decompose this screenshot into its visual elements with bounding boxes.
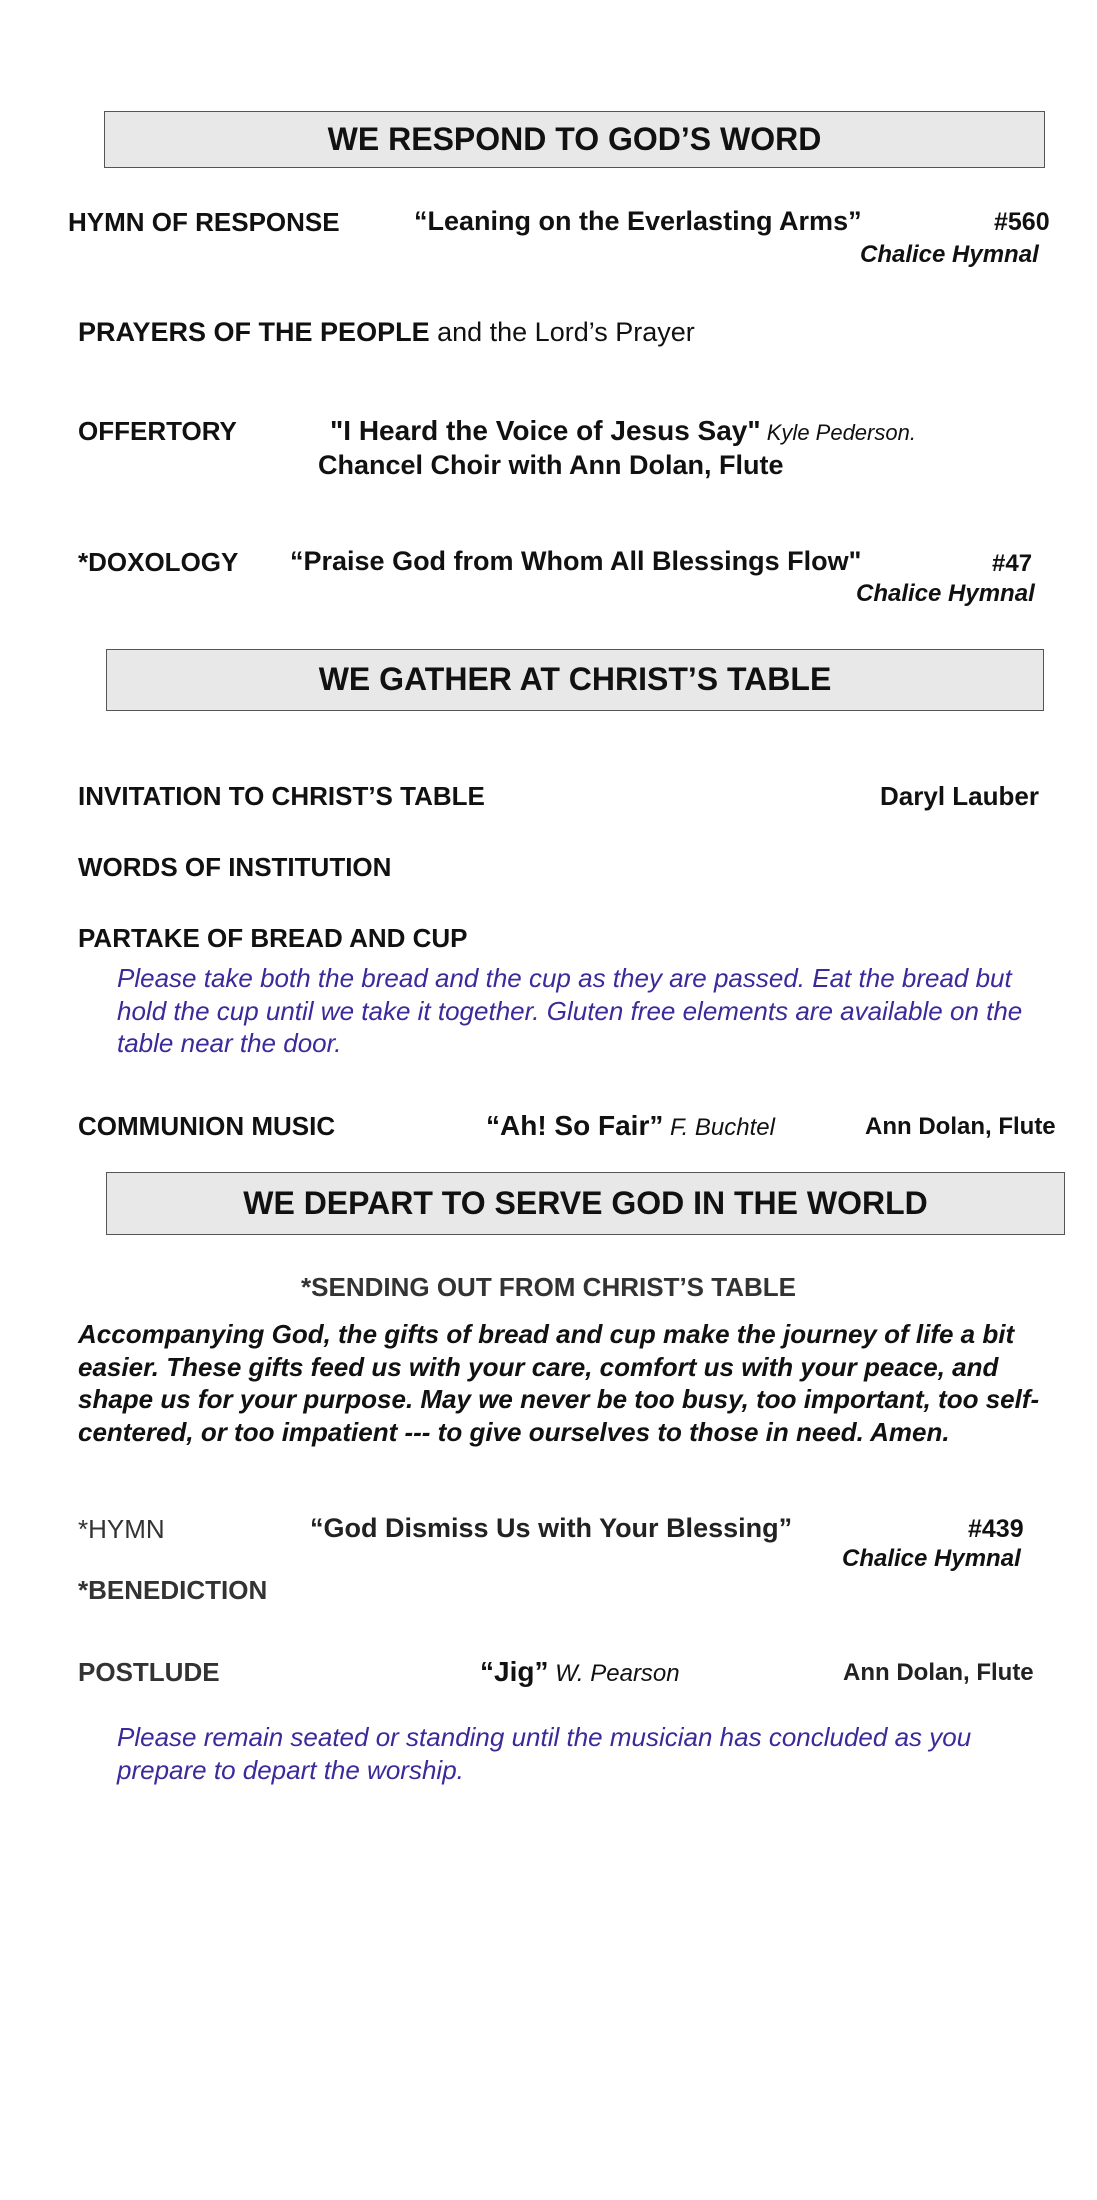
offertory-title: "I Heard the Voice of Jesus Say" (330, 415, 761, 446)
closing-note: Please remain seated or standing until the musician has concluded as you prepare to depart the worship. (117, 1722, 972, 1785)
section-banner-gather (106, 649, 1044, 711)
partake-instructions: Please take both the bread and the cup as they are passed. Eat the bread but hold the cup until we take it together. Gluten free elements are available on the table near the door. (117, 963, 1023, 1058)
invitation-label: INVITATION TO CHRIST’S TABLE (78, 781, 485, 811)
closing-hymn-label: *HYMN (78, 1514, 165, 1544)
section-title-gather: WE GATHER AT CHRIST’S TABLE (318, 661, 832, 697)
prayers-of-the-people (78, 317, 695, 348)
hymn-of-response-hymnal: Chalice Hymnal (860, 241, 1039, 268)
section-title-respond: WE RESPOND TO GOD’S WORD (327, 121, 822, 157)
prayers-label: PRAYERS OF THE PEOPLE (78, 317, 430, 347)
words-of-institution-label: WORDS OF INSTITUTION (78, 852, 392, 882)
offertory-performer: Chancel Choir with Ann Dolan, Flute (318, 450, 784, 480)
section-banner-respond (104, 111, 1045, 168)
sending-prayer: Accompanying God, the gifts of bread and cup make the journey of life a bit easier. These gifts feed us with your care, comfort us with your peace, and shape us for your purpose. May we never be too busy, too important, too self-centered, or too impatient --- to give ourselves to those in need. Amen. (78, 1319, 1040, 1447)
invitation-leader: Daryl Lauber (880, 781, 1039, 811)
doxology-label: *DOXOLOGY (78, 547, 239, 577)
doxology-number: #47 (992, 550, 1033, 577)
communion-music-piece (486, 1110, 775, 1142)
partake-label: PARTAKE OF BREAD AND CUP (78, 923, 468, 953)
closing-hymn-hymnal: Chalice Hymnal (842, 1545, 1021, 1572)
postlude-piece (480, 1656, 680, 1688)
hymn-of-response-title: “Leaning on the Everlasting Arms” (414, 206, 862, 236)
postlude-label: POSTLUDE (78, 1657, 220, 1687)
offertory-label: OFFERTORY (78, 416, 237, 446)
doxology-title: “Praise God from Whom All Blessings Flow" (290, 546, 862, 576)
closing-hymn-title: “God Dismiss Us with Your Blessing” (310, 1513, 793, 1543)
section-title-depart: WE DEPART TO SERVE GOD IN THE WORLD (243, 1185, 928, 1221)
postlude-composer: W. Pearson (548, 1660, 680, 1687)
prayers-suffix: and the Lord’s Prayer (429, 317, 695, 347)
benediction-label: *BENEDICTION (78, 1575, 268, 1605)
doxology-hymnal: Chalice Hymnal (856, 580, 1035, 607)
offertory-composer: Kyle Pederson. (760, 420, 916, 445)
postlude-performer: Ann Dolan, Flute (843, 1659, 1034, 1686)
communion-music-performer: Ann Dolan, Flute (865, 1113, 1056, 1140)
communion-music-label: COMMUNION MUSIC (78, 1111, 336, 1141)
hymn-of-response-number: #560 (994, 208, 1050, 236)
section-banner-depart (106, 1172, 1065, 1235)
hymn-of-response-label: HYMN OF RESPONSE (68, 207, 340, 237)
closing-hymn-number: #439 (968, 1515, 1024, 1543)
communion-music-title: “Ah! So Fair” (486, 1110, 664, 1141)
offertory-piece (330, 415, 916, 447)
communion-music-composer: F. Buchtel (663, 1114, 775, 1141)
sending-heading: *SENDING OUT FROM CHRIST’S TABLE (301, 1272, 796, 1302)
postlude-title: “Jig” (480, 1656, 549, 1687)
